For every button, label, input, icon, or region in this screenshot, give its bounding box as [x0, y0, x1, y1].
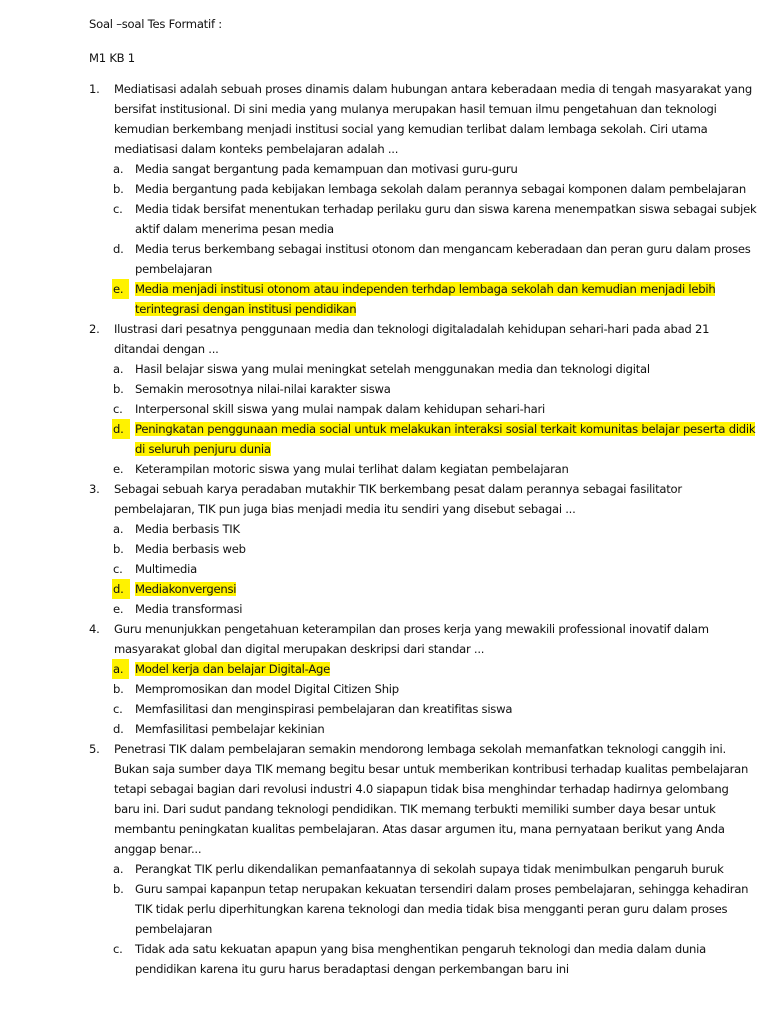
answer-option: [0, 199, 757, 239]
option-letter: e.: [113, 462, 124, 476]
answer-option: [0, 399, 757, 419]
option-letter: a.: [112, 659, 129, 679]
option-text: Media bergantung pada kebijakan lembaga sekolah dalam perannya sebagai komponen dalam pembelajaran: [135, 182, 747, 196]
answer-option: [0, 539, 757, 559]
option-letter: d.: [112, 579, 130, 599]
answer-options: [0, 859, 768, 979]
answer-option-highlighted: [0, 419, 757, 459]
answer-options: [0, 159, 768, 319]
option-text: Guru sampai kapanpun tetap nerupakan kekuatan tersendiri dalam proses pembelajaran, sehingga kehadiran TIK tidak perlu diperhitungkan karena teknologi dan media tidak bisa mengganti peran guru dalam proses pembelajaran: [135, 882, 749, 936]
answer-option: [0, 379, 757, 399]
answer-option-highlighted: [0, 279, 757, 319]
option-text: Tidak ada satu kekuatan apapun yang bisa menghentikan pengaruh teknologi dan media dalam dunia pendidikan karena itu guru harus beradaptasi dengan perkembangan baru ini: [135, 942, 706, 976]
option-text: Keterampilan motoric siswa yang mulai terlihat dalam kegiatan pembelajaran: [135, 462, 569, 476]
option-text: Hasil belajar siswa yang mulai meningkat setelah menggunakan media dan teknologi digital: [135, 362, 650, 376]
option-letter: c.: [113, 402, 123, 416]
option-text: Mediakonvergensi: [135, 582, 237, 596]
question-number: 2.: [89, 322, 100, 336]
answer-option: [0, 679, 757, 699]
option-text: Interpersonal skill siswa yang mulai nampak dalam kehidupan sehari-hari: [135, 402, 545, 416]
option-letter: e.: [113, 602, 124, 616]
option-letter: d.: [112, 419, 130, 439]
option-letter: b.: [113, 882, 124, 896]
question-item: [0, 79, 768, 319]
option-letter: c.: [113, 562, 123, 576]
answer-option-highlighted: [0, 579, 757, 599]
question-stem: [0, 319, 754, 359]
option-letter: c.: [113, 202, 123, 216]
option-text: Media tidak bersifat menentukan terhadap perilaku guru dan siswa karena menempatkan siswa sebagai subjek aktif dalam menerima pesan media: [135, 202, 757, 236]
option-text: Media transformasi: [135, 602, 243, 616]
answer-option-highlighted: [0, 659, 757, 679]
question-text: Guru menunjukkan pengetahuan keterampilan dan proses kerja yang mewakili professional inovatif dalam masyarakat global dan digital merupakan deskripsi dari standar ...: [114, 622, 709, 656]
question-stem: [0, 479, 754, 519]
option-letter: b.: [113, 182, 124, 196]
answer-option: [0, 879, 757, 939]
question-number: 4.: [89, 622, 100, 636]
option-text: Mempromosikan dan model Digital Citizen Ship: [135, 682, 399, 696]
question-text: Sebagai sebuah karya peradaban mutakhir TIK berkembang pesat dalam perannya sebagai fasilitator pembelajaran, TIK pun juga bias menjadi media itu sendiri yang disebut sebagai ...: [114, 482, 682, 516]
option-text: Media terus berkembang sebagai institusi otonom dan mengancam keberadaan dan peran guru dalam proses pembelajaran: [135, 242, 751, 276]
option-letter: d.: [113, 722, 124, 736]
question-list: [0, 79, 768, 979]
answer-options: [0, 519, 768, 619]
question-text: Ilustrasi dari pesatnya penggunaan media dan teknologi digitaladalah kehidupan sehari-hari pada abad 21 ditandai dengan ...: [114, 322, 710, 356]
answer-option: [0, 159, 757, 179]
answer-option: [0, 459, 757, 479]
option-letter: c.: [113, 702, 123, 716]
option-text: Semakin merosotnya nilai-nilai karakter siswa: [135, 382, 391, 396]
question-number: 3.: [89, 482, 100, 496]
option-letter: b.: [113, 542, 124, 556]
question-stem: [0, 739, 754, 859]
question-item: [0, 739, 768, 979]
answer-options: [0, 359, 768, 479]
option-text: Media berbasis TIK: [135, 522, 240, 536]
option-text: Memfasilitasi pembelajar kekinian: [135, 722, 325, 736]
question-item: [0, 619, 768, 739]
option-text: Multimedia: [135, 562, 197, 576]
answer-option: [0, 599, 757, 619]
option-letter: b.: [113, 682, 124, 696]
option-letter: b.: [113, 382, 124, 396]
answer-option: [0, 519, 757, 539]
option-text: Perangkat TIK perlu dikendalikan pemanfaatannya di sekolah supaya tidak menimbulkan pengaruh buruk: [135, 862, 724, 876]
question-item: [0, 479, 768, 619]
answer-option: [0, 239, 757, 279]
question-number: 5.: [89, 742, 100, 756]
option-text: Media sangat bergantung pada kemampuan dan motivasi guru-guru: [135, 162, 518, 176]
question-number: 1.: [89, 82, 100, 96]
option-text: Peningkatan penggunaan media social untuk melakukan interaksi sosial terkait komunitas belajar peserta didik di seluruh penjuru dunia: [135, 422, 756, 456]
answer-options: [0, 659, 768, 739]
section-label: M1 KB 1: [89, 51, 135, 65]
question-item: [0, 319, 768, 479]
option-letter: c.: [113, 942, 123, 956]
option-letter: e.: [112, 279, 129, 299]
option-text: Model kerja dan belajar Digital-Age: [135, 662, 331, 676]
answer-option: [0, 559, 757, 579]
answer-option: [0, 179, 757, 199]
question-stem: [0, 619, 754, 659]
option-text: Memfasilitasi dan menginspirasi pembelajaran dan kreatifitas siswa: [135, 702, 513, 716]
document-title: Soal –soal Tes Formatif :: [89, 17, 222, 31]
option-letter: d.: [113, 242, 124, 256]
option-letter: a.: [113, 862, 124, 876]
question-text: Penetrasi TIK dalam pembelajaran semakin mendorong lembaga sekolah memanfatkan teknologi canggih ini. Bukan saja sumber daya TIK memang begitu besar untuk memberikan kontribusi terhadap kualitas pembelajaran tetapi sebagai bagian dari revolusi industri 4.0 siapapun tidak bisa menghindar terhadap hadirnya gelombang baru ini. Dari sudut pandang teknologi pendidikan. TIK memang terbukti memiliki sumber daya besar untuk membantu peningkatan kualitas pembelajaran. Atas dasar argumen itu, mana pernyataan berikut yang Anda anggap benar...: [114, 742, 749, 856]
answer-option: [0, 359, 757, 379]
option-letter: a.: [113, 522, 124, 536]
answer-option: [0, 699, 757, 719]
option-text: Media berbasis web: [135, 542, 246, 556]
question-text: Mediatisasi adalah sebuah proses dinamis dalam hubungan antara keberadaan media di tengah masyarakat yang bersifat institusional. Di sini media yang mulanya merupakan hasil temuan ilmu pengetahuan dan teknologi kemudian berkembang menjadi institusi social yang kemudian terlibat dalam lembaga sekolah. Ciri utama mediatisasi dalam konteks pembelajaran adalah ...: [114, 82, 752, 156]
option-letter: a.: [113, 162, 124, 176]
option-letter: a.: [113, 362, 124, 376]
answer-option: [0, 719, 757, 739]
answer-option: [0, 939, 757, 979]
question-stem: [0, 79, 754, 159]
answer-option: [0, 859, 757, 879]
option-text: Media menjadi institusi otonom atau independen terhdap lembaga sekolah dan kemudian menjadi lebih terintegrasi dengan institusi pendidikan: [135, 282, 716, 316]
